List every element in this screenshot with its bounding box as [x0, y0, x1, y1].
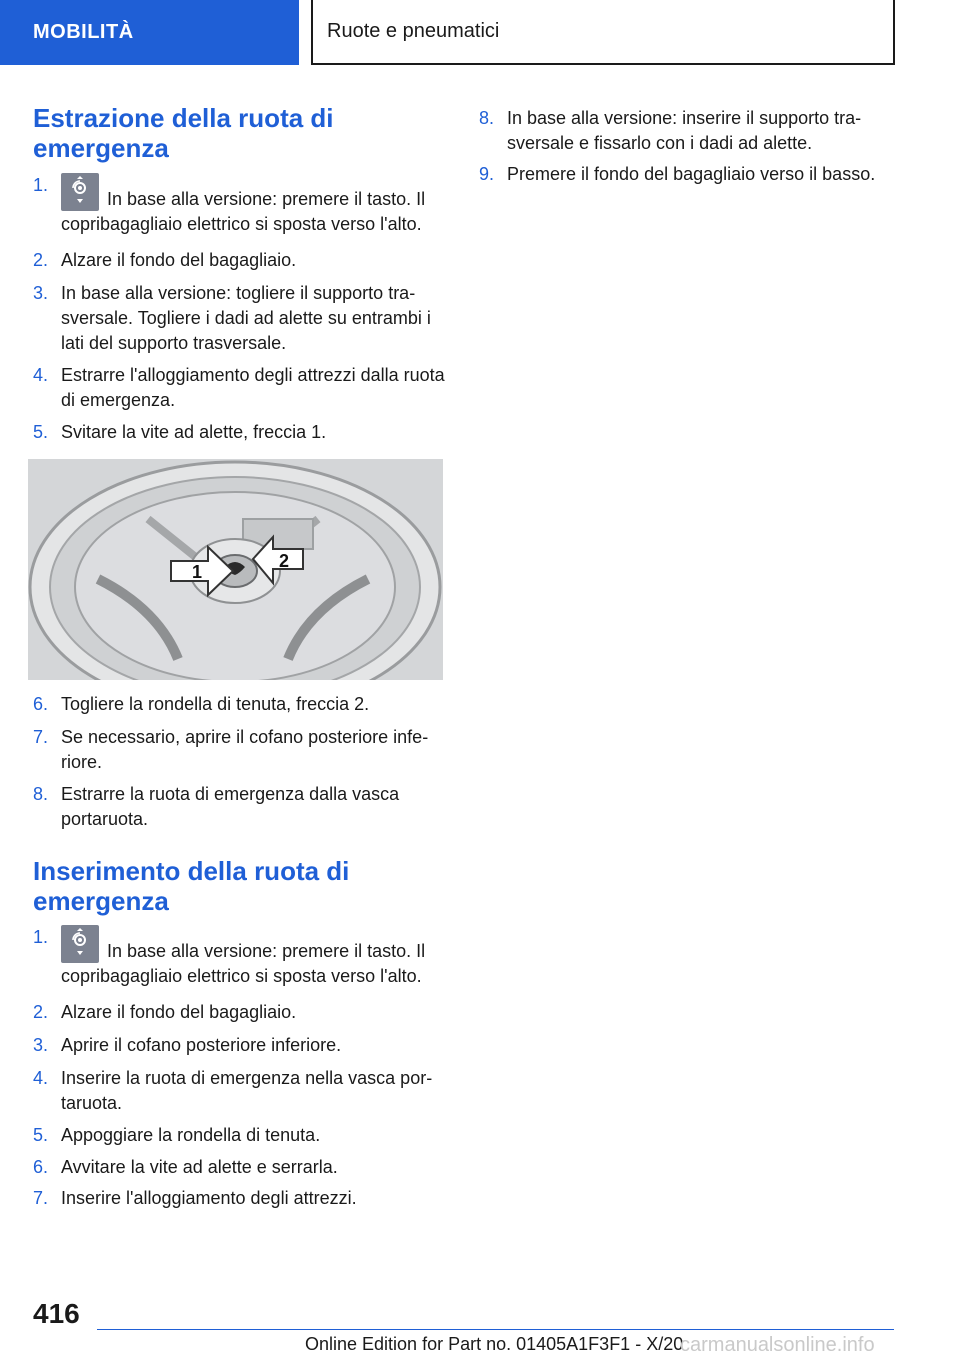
step-text: Togliere la rondella di tenuta, freccia 2. [61, 694, 370, 714]
footer-divider [97, 1329, 894, 1330]
tailgate-button-icon [61, 925, 99, 963]
insertion-step-7 [33, 1186, 449, 1211]
arrow-1-label: 1 [192, 562, 203, 582]
step-number: 4. [33, 365, 49, 385]
insertion-step-5 [33, 1123, 449, 1148]
step-number: 5. [33, 422, 49, 442]
spare-wheel-figure [28, 459, 443, 680]
insertion-step-1 [33, 925, 449, 989]
edition-text: Online Edition for Part no. 01405A1F3F1 - X/20 [305, 1334, 684, 1354]
removal-step-2 [33, 248, 449, 273]
step-number: 6. [33, 694, 49, 714]
step-number: 2. [33, 1002, 49, 1022]
step-text: Se necessario, aprire il cofano posteriore infe-riore. [61, 727, 429, 772]
step-number: 4. [33, 1068, 49, 1088]
step-number: 5. [33, 1125, 49, 1145]
insertion-step-8 [479, 106, 899, 156]
step-number: 7. [33, 1188, 49, 1208]
step-text: Estrarre l'alloggiamento degli attrezzi dalla ruota di emergenza. [61, 365, 445, 410]
header-section-tab [0, 0, 299, 65]
step-text: In base alla versione: premere il tasto. Il copribagagliaio elettrico si sposta verso l'alto. [61, 941, 426, 986]
insertion-step-2 [33, 1000, 449, 1025]
tailgate-button-icon [61, 173, 99, 211]
header-chapter-label: Ruote e pneumatici [327, 20, 500, 42]
step-text: Inserire la ruota di emergenza nella vasca por-taruota. [61, 1068, 433, 1113]
removal-step-8 [33, 782, 449, 832]
insertion-step-3 [33, 1033, 449, 1058]
step-number: 1. [33, 175, 49, 195]
insertion-title: Inserimento della ruota di emergenza [33, 856, 350, 916]
step-text: Premere il fondo del bagagliaio verso il basso. [507, 164, 876, 184]
removal-step-7 [33, 725, 449, 775]
removal-step-4 [33, 363, 449, 413]
page-number: 416 [33, 1298, 80, 1329]
removal-title: Estrazione della ruota di emergenza [33, 103, 334, 163]
header-chapter-tab [311, 0, 895, 65]
removal-step-3 [33, 281, 449, 356]
step-text: In base alla versione: togliere il supporto tra-sversale. Togliere i dadi ad alette su entrambi i lati del supporto trasversale. [61, 283, 431, 353]
arrow-2-label: 2 [279, 551, 290, 571]
step-text: Alzare il fondo del bagagliaio. [61, 250, 297, 270]
removal-step-1 [33, 173, 449, 237]
removal-step-6 [33, 692, 449, 717]
step-text: In base alla versione: inserire il supporto tra-sversale e fissarlo con i dadi ad alette. [507, 108, 862, 153]
step-number: 6. [33, 1157, 49, 1177]
step-number: 8. [33, 784, 49, 804]
step-number: 3. [33, 283, 49, 303]
step-text: Estrarre la ruota di emergenza dalla vasca portaruota. [61, 784, 400, 829]
insertion-step-9 [479, 162, 899, 187]
insertion-step-6 [33, 1155, 449, 1180]
step-number: 9. [479, 164, 495, 184]
header-section-label: MOBILITÀ [33, 21, 134, 43]
step-text: Aprire il cofano posteriore inferiore. [61, 1035, 342, 1055]
step-number: 3. [33, 1035, 49, 1055]
step-number: 7. [33, 727, 49, 747]
step-number: 1. [33, 927, 49, 947]
removal-step-5 [33, 420, 449, 445]
step-number: 8. [479, 108, 495, 128]
insertion-step-4 [33, 1066, 449, 1116]
step-text: Inserire l'alloggiamento degli attrezzi. [61, 1188, 357, 1208]
step-text: Alzare il fondo del bagagliaio. [61, 1002, 297, 1022]
watermark: carmanualsonline.info [680, 1334, 875, 1356]
step-text: Avvitare la vite ad alette e serrarla. [61, 1157, 338, 1177]
step-text: Svitare la vite ad alette, freccia 1. [61, 422, 327, 442]
step-number: 2. [33, 250, 49, 270]
spare-wheel-illustration [28, 459, 443, 680]
step-text: In base alla versione: premere il tasto. Il copribagagliaio elettrico si sposta verso l'alto. [61, 189, 426, 234]
step-text: Appoggiare la rondella di tenuta. [61, 1125, 321, 1145]
